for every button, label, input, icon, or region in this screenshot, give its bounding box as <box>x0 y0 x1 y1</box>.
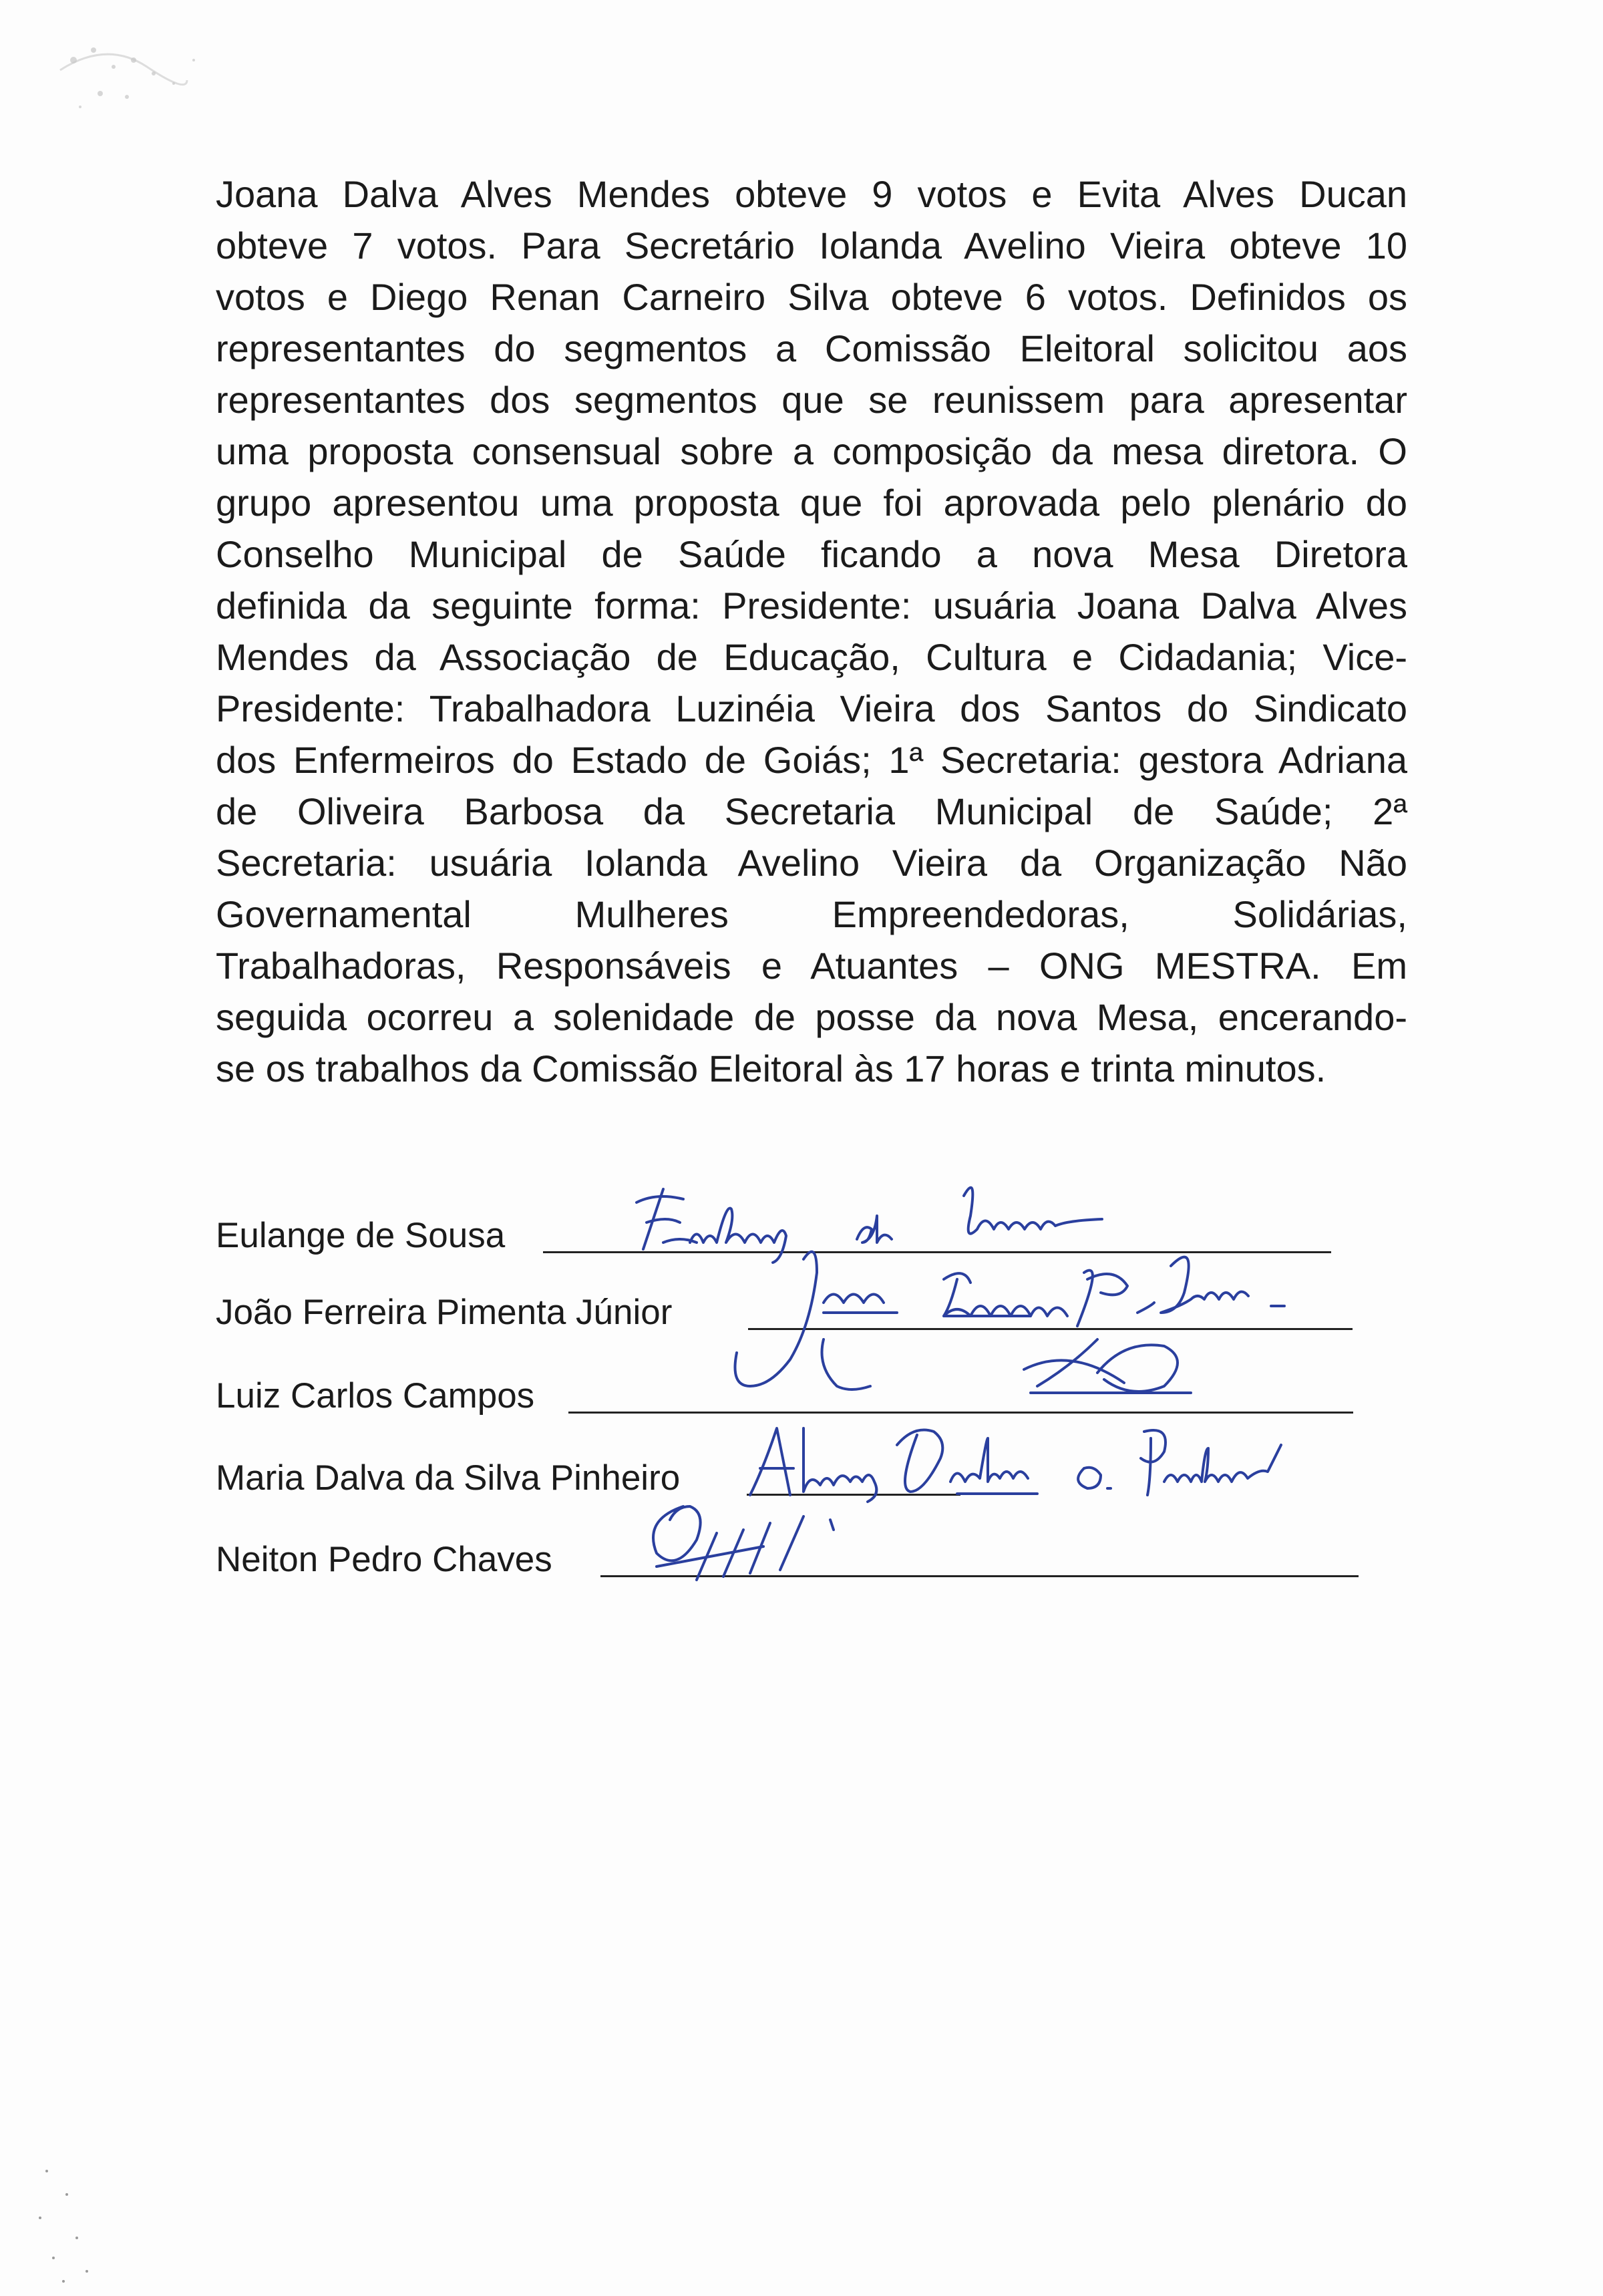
minutes-paragraph <box>216 168 1407 1094</box>
paragraph-line: seguida ocorreu a solenidade de posse da nova Mesa, encerando- <box>216 996 1407 1038</box>
paragraph-line: definida da seguinte forma: Presidente: usuária Joana Dalva Alves <box>216 585 1407 627</box>
signer-name: Maria Dalva da Silva Pinheiro <box>216 1458 681 1498</box>
paragraph-line: Secretaria: usuária Iolanda Avelino Vieira da Organização Não <box>216 842 1407 884</box>
paragraph-line: obteve 7 votos. Para Secretário Iolanda Avelino Vieira obteve 10 <box>216 224 1407 267</box>
signature-block <box>216 1202 1418 1603</box>
scan-speckles <box>27 2158 100 2291</box>
handwritten-signature <box>637 1493 917 1587</box>
paragraph-line: de Oliveira Barbosa da Secretaria Municipal de Saúde; 2ª <box>216 790 1407 832</box>
paragraph-line: representantes dos segmentos que se reunissem para apresentar <box>216 379 1407 421</box>
signer-name: Eulange de Sousa <box>216 1216 506 1255</box>
paragraph-line: representantes do segmentos a Comissão Eleitoral solicitou aos <box>216 327 1407 369</box>
paragraph-line: dos Enfermeiros do Estado de Goiás; 1ª Secretaria: gestora Adriana <box>216 739 1407 781</box>
signature-line <box>568 1412 1353 1414</box>
paragraph-line: Conselho Municipal de Saúde ficando a nova Mesa Diretora <box>216 533 1407 575</box>
paragraph-line: Presidente: Trabalhadora Luzinéia Vieira dos Santos do Sindicato <box>216 687 1407 729</box>
paragraph-line: se os trabalhos da Comissão Eleitoral às 17 horas e trinta minutos. <box>216 1047 1326 1090</box>
signature-row <box>216 1526 1418 1587</box>
paragraph-line: Mendes da Associação de Educação, Cultura e Cidadania; Vice- <box>216 636 1407 678</box>
signature-row <box>216 1363 1418 1423</box>
paragraph-line: Governamental Mulheres Empreendedoras, Solidárias, <box>216 893 1407 935</box>
signer-name: João Ferreira Pimenta Júnior <box>216 1293 673 1332</box>
paragraph-line: grupo apresentou uma proposta que foi aprovada pelo plenário do <box>216 482 1407 524</box>
signer-name: Luiz Carlos Campos <box>216 1376 535 1416</box>
paragraph-line: uma proposta consensual sobre a composição da mesa diretora. O <box>216 430 1407 472</box>
signer-name: Neiton Pedro Chaves <box>216 1540 552 1579</box>
signature-row <box>216 1279 1418 1339</box>
scan-smudge <box>33 20 207 127</box>
paragraph-line: Trabalhadoras, Responsáveis e Atuantes – ONG MESTRA. Em <box>216 945 1407 987</box>
paragraph-line: Joana Dalva Alves Mendes obteve 9 votos e Evita Alves Ducan <box>216 173 1407 215</box>
paragraph-line: votos e Diego Renan Carneiro Silva obteve 6 votos. Definidos os <box>216 276 1407 318</box>
